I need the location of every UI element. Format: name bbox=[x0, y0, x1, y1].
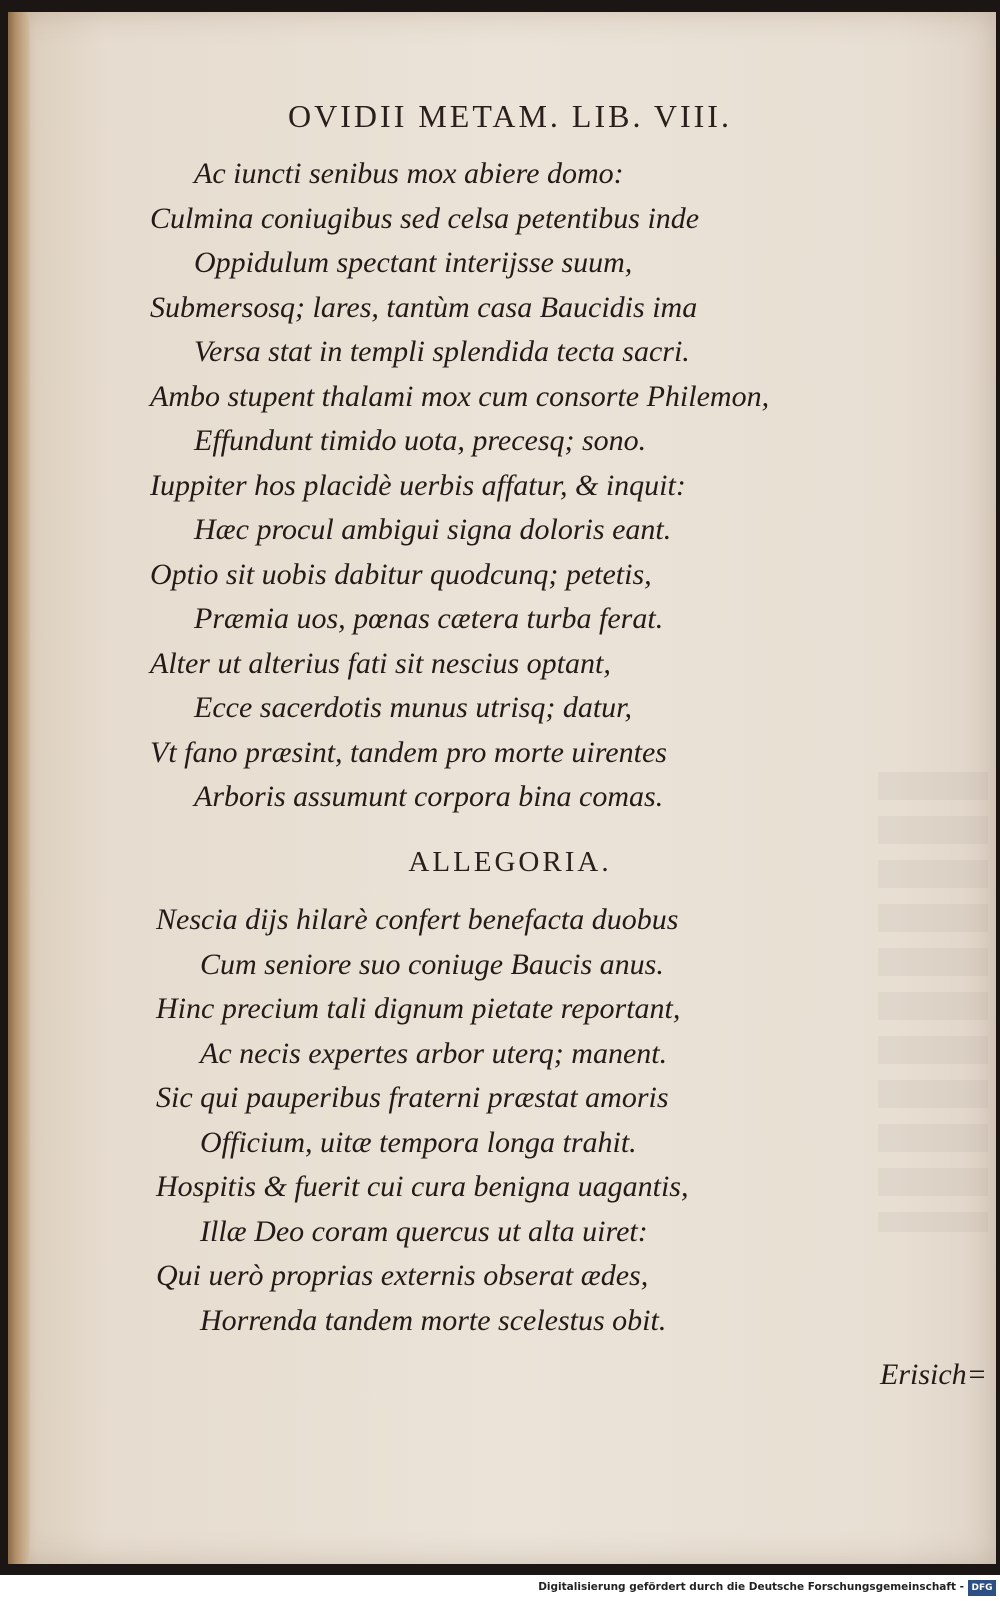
verse-line: Ac iuncti senibus mox abiere domo: bbox=[194, 157, 624, 190]
section-title: ALLEGORIA. bbox=[408, 846, 612, 878]
verse-line: Qui uerò proprias externis obserat ædes, bbox=[156, 1259, 649, 1292]
verse-line: Ac necis expertes arbor uterq; manent. bbox=[200, 1036, 668, 1070]
binding-edge bbox=[8, 12, 30, 1564]
verse-line: Ecce sacerdotis munus utrisq; datur, bbox=[194, 691, 633, 724]
verse-line: Illæ Deo coram quercus ut alta uiret: bbox=[200, 1214, 648, 1248]
verse-line: Præmia uos, pœnas cætera turba ferat. bbox=[194, 602, 664, 635]
running-header: OVIDII METAM. LIB. VIII. bbox=[288, 98, 732, 134]
verse-line: Optio sit uobis dabitur quodcunq; petetis, bbox=[150, 557, 652, 591]
verse-line: Hinc precium tali dignum pietate reportant, bbox=[156, 992, 681, 1025]
verse-line: Submersosq; lares, tantùm casa Baucidis ima bbox=[150, 290, 698, 324]
show-through-text bbox=[878, 772, 988, 1232]
verse-line: Iuppiter hos placidè uerbis affatur, & inquit: bbox=[150, 468, 686, 502]
catchword: Erisich= bbox=[880, 1358, 987, 1391]
digitization-footer bbox=[0, 1578, 1000, 1601]
verse-line: Officium, uitæ tempora longa trahit. bbox=[200, 1125, 637, 1159]
verse-line: Vt fano præsint, tandem pro morte uirentes bbox=[150, 735, 667, 769]
verse-line: Cum seniore suo coniuge Baucis anus. bbox=[200, 947, 664, 981]
verse-line: Ambo stupent thalami mox cum consorte Philemon, bbox=[150, 379, 770, 413]
verse-line: Horrenda tandem morte scelestus obit. bbox=[200, 1303, 667, 1337]
verse-line: Culmina coniugibus sed celsa petentibus inde bbox=[150, 201, 700, 235]
verse-line: Nescia dijs hilarè confert benefacta duobus bbox=[156, 903, 679, 936]
verse-line: Arboris assumunt corpora bina comas. bbox=[194, 780, 664, 813]
verse-line: Alter ut alterius fati sit nescius optant, bbox=[150, 646, 611, 680]
dfg-logo: DFG bbox=[968, 1580, 996, 1596]
verse-line: Hospitis & fuerit cui cura benigna uagantis, bbox=[156, 1170, 689, 1203]
verse-line: Versa stat in templi splendida tecta sacri. bbox=[194, 335, 690, 368]
verse-block-allegoria bbox=[156, 898, 856, 1343]
verse-block-main bbox=[150, 152, 850, 820]
verse-line: Sic qui pauperibus fraterni præstat amoris bbox=[156, 1081, 669, 1114]
verse-line: Hæc procul ambigui signa doloris eant. bbox=[194, 513, 672, 546]
verse-line: Effundunt timido uota, precesq; sono. bbox=[194, 424, 647, 457]
verse-line: Oppidulum spectant interijsse suum, bbox=[194, 246, 633, 279]
funding-credit: Digitalisierung gefördert durch die Deutsche Forschungsgemeinschaft - bbox=[538, 1581, 964, 1593]
